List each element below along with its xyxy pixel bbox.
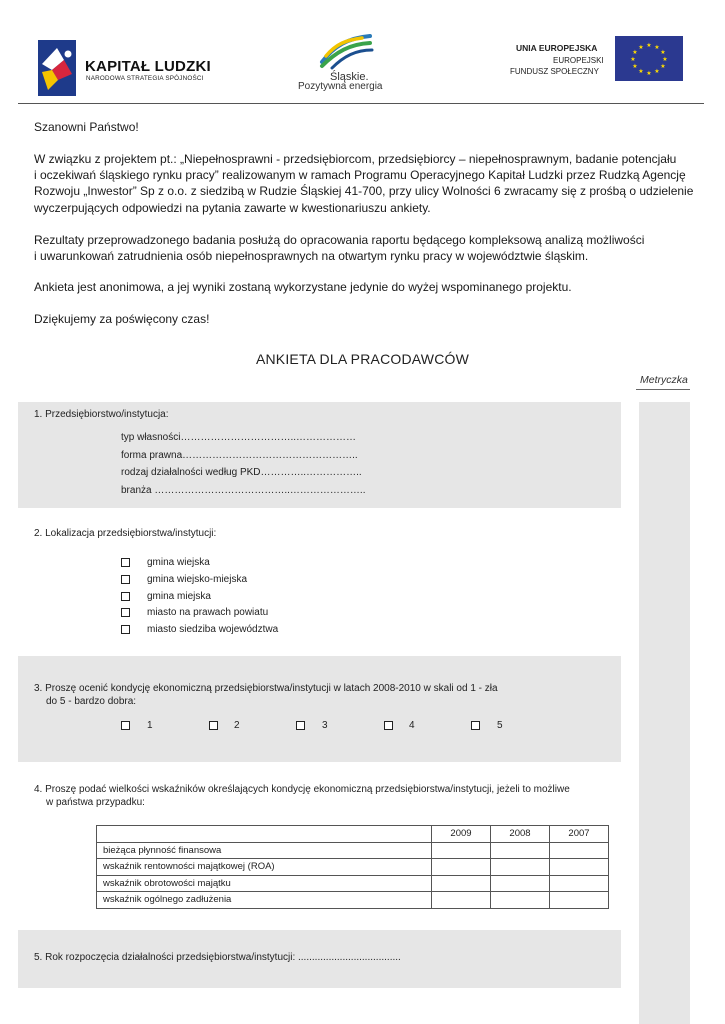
- table-row: [97, 892, 609, 909]
- q3-checkbox-1[interactable]: [121, 721, 130, 730]
- letter-p1-line: i oczekiwań śląskiego rynku pracy” realizowanym w ramach Programu Operacyjnego Kapitał Ludzki przez Rudzką Agencję: [34, 168, 686, 183]
- q3-scale-5: 5: [497, 720, 503, 731]
- table-cell-input[interactable]: [491, 842, 550, 859]
- q3-scale-1: 1: [147, 720, 153, 731]
- q5-label[interactable]: 5. Rok rozpoczęcia działalności przedsiębiorstwa/instytucji: .....................................: [34, 952, 401, 963]
- svg-text:★: ★: [654, 68, 660, 75]
- letter-paragraph-3: Ankieta jest anonimowa, a jej wyniki zostaną wykorzystane jedynie do wyżej wspominanego projektu.: [34, 280, 572, 294]
- table-cell-input[interactable]: [550, 859, 609, 876]
- q2-option-voivodeship-seat: miasto siedziba województwa: [147, 624, 279, 635]
- kapital-ludzki-subtitle: NARODOWA STRATEGIA SPÓJNOŚCI: [86, 75, 204, 82]
- q3-label-line2: do 5 - bardzo dobra:: [46, 695, 137, 707]
- q3-label-line1: 3. Proszę ocenić kondycję ekonomiczną przedsiębiorstwa/instytucji w latach 2008-2010 w skali od 1 - zła: [34, 683, 498, 694]
- survey-title: ANKIETA DLA PRACODAWCÓW: [255, 351, 470, 367]
- q3-checkbox-2[interactable]: [209, 721, 218, 730]
- letter-p2-line: i uwarunkowań zatrudnienia osób niepełnosprawnych na otwartym rynku pracy w województwie śląskim.: [34, 249, 589, 264]
- table-cell-input[interactable]: [550, 892, 609, 909]
- q2-option-county-city: miasto na prawach powiatu: [147, 607, 269, 618]
- q1-field-industry[interactable]: branża …………………………………..…………………..: [121, 485, 366, 496]
- table-row: [97, 842, 609, 859]
- q3-checkbox-4[interactable]: [384, 721, 393, 730]
- row-label: wskaźnik ogólnego zadłużenia: [97, 892, 432, 909]
- table-header-blank: [97, 826, 432, 843]
- q3-label: [34, 683, 498, 708]
- q3-scale-3: 3: [322, 720, 328, 731]
- year-header: 2009: [432, 826, 491, 843]
- q1-field-legal-form[interactable]: forma prawna……………………………………………..: [121, 450, 358, 461]
- table-row: [97, 875, 609, 892]
- page-header: [0, 0, 725, 104]
- q2-checkbox-county-city[interactable]: [121, 608, 130, 617]
- q3-checkbox-5[interactable]: [471, 721, 480, 730]
- salutation: Szanowni Państwo!: [34, 120, 139, 134]
- svg-text:★: ★: [660, 63, 666, 70]
- kapital-ludzki-title: KAPITAŁ LUDZKI: [85, 58, 211, 75]
- svg-text:★: ★: [632, 49, 638, 56]
- q2-checkbox-voivodeship-seat[interactable]: [121, 625, 130, 634]
- metryczka-column: [639, 402, 690, 1024]
- table-cell-input[interactable]: [550, 842, 609, 859]
- year-header: 2007: [550, 826, 609, 843]
- metryczka-label: Metryczka: [640, 374, 688, 386]
- letter-paragraph-2: [34, 232, 644, 264]
- svg-text:★: ★: [638, 68, 644, 75]
- table-cell-input[interactable]: [432, 875, 491, 892]
- table-cell-input[interactable]: [432, 859, 491, 876]
- svg-text:★: ★: [654, 44, 660, 51]
- q3-section: [18, 656, 621, 762]
- row-label: wskaźnik obrotowości majątku: [97, 875, 432, 892]
- svg-text:★: ★: [646, 70, 652, 77]
- svg-text:★: ★: [662, 56, 668, 63]
- table-cell-input[interactable]: [432, 892, 491, 909]
- eu-flag-icon: [615, 36, 683, 81]
- table-cell-input[interactable]: [550, 875, 609, 892]
- q2-option-urban: gmina miejska: [147, 591, 211, 602]
- table-cell-input[interactable]: [491, 875, 550, 892]
- letter-paragraph-1: [34, 151, 693, 216]
- q4-label-line2: w państwa przypadku:: [46, 796, 145, 808]
- slaskie-subtitle: Pozytywna energia: [298, 81, 383, 92]
- table-cell-input[interactable]: [491, 892, 550, 909]
- q1-label: 1. Przedsiębiorstwo/instytucja:: [34, 409, 169, 420]
- letter-p1-line: wyczerpujących odpowiedzi na pytania zawarte w kwestionariuszu ankiety.: [34, 200, 431, 215]
- header-divider: [18, 103, 704, 104]
- letter-p1-line: Rozwoju „Inwestor” Sp z o.o. z siedzibą w Rudzie Śląskiej 41-700, przy ulicy Wolności 6 zwracamy się z prośbą o udzielenie: [34, 184, 694, 199]
- eu-fund-line1: EUROPEJSKI: [553, 56, 604, 65]
- q4-label-line1: 4. Proszę podać wielkości wskaźników określających kondycję ekonomiczną przedsiębiorstwa/instytucji, jeżeli to możliwe: [34, 784, 570, 795]
- eu-fund-line2: FUNDUSZ SPOŁECZNY: [510, 67, 599, 76]
- q2-checkbox-rural[interactable]: [121, 558, 130, 567]
- q2-option-rural-urban: gmina wiejsko-miejska: [147, 574, 248, 585]
- indicators-table: [96, 825, 609, 909]
- svg-text:★: ★: [630, 56, 636, 63]
- letter-p2-line: Rezultaty przeprowadzonego badania posłużą do opracowania raportu będącego kompleksową analizą możliwości: [34, 233, 645, 247]
- q2-checkbox-urban[interactable]: [121, 592, 130, 601]
- svg-text:★: ★: [646, 42, 652, 49]
- q3-checkbox-3[interactable]: [296, 721, 305, 730]
- row-label: bieżąca płynność finansowa: [97, 842, 432, 859]
- table-row: [97, 859, 609, 876]
- metryczka-underline: [636, 389, 690, 390]
- q3-scale-2: 2: [234, 720, 240, 731]
- eu-title: UNIA EUROPEJSKA: [516, 43, 598, 53]
- table-header-row: [97, 826, 609, 843]
- q2-checkbox-rural-urban[interactable]: [121, 575, 130, 584]
- slaskie-logo-icon: [318, 32, 374, 70]
- letter-p1-line: W związku z projektem pt.: „Niepełnosprawni - przedsiębiorcom, przedsiębiorcy – niepełnosprawnym, badanie potencjału: [34, 152, 677, 166]
- q3-scale-4: 4: [409, 720, 415, 731]
- q1-field-pkd[interactable]: rodzaj działalności według PKD…………..……………..: [121, 467, 362, 478]
- kapital-ludzki-logo-icon: [38, 40, 76, 96]
- table-cell-input[interactable]: [491, 859, 550, 876]
- slaskie-title: Śląskie.: [330, 71, 369, 83]
- row-label: wskaźnik rentowności majątkowej (ROA): [97, 859, 432, 876]
- letter-paragraph-4: Dziękujemy za poświęcony czas!: [34, 312, 210, 326]
- year-header: 2008: [491, 826, 550, 843]
- q1-field-ownership[interactable]: typ własności……………………………..………………: [121, 432, 357, 443]
- svg-text:★: ★: [632, 63, 638, 70]
- q4-label: [34, 784, 570, 809]
- svg-text:★: ★: [660, 49, 666, 56]
- q2-label: 2. Lokalizacja przedsiębiorstwa/instytucji:: [34, 528, 217, 539]
- svg-text:★: ★: [638, 44, 644, 51]
- q2-option-rural: gmina wiejska: [147, 557, 210, 568]
- table-cell-input[interactable]: [432, 842, 491, 859]
